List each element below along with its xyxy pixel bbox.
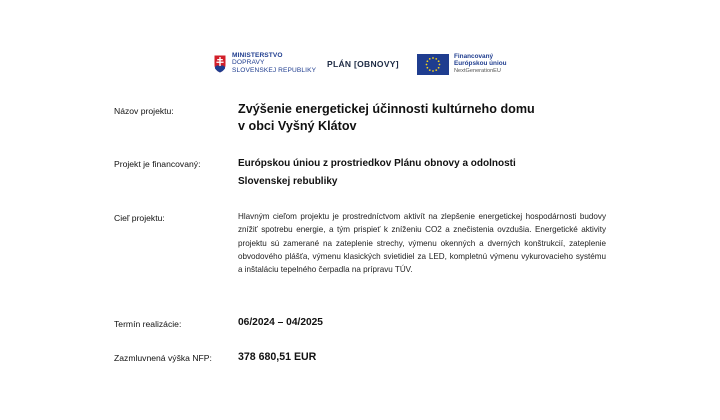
term-label: Termín realizácie: <box>114 319 182 329</box>
ministry-line-3: SLOVENSKEJ REPUBLIKY <box>232 66 317 74</box>
eu-flag-icon <box>417 54 449 75</box>
project-name-line-2: v obci Vyšný Klátov <box>238 119 357 133</box>
project-name-label: Názov projektu: <box>114 106 174 116</box>
slovak-coat-of-arms-icon <box>213 54 227 74</box>
ministry-line-1: MINISTERSTVO <box>232 52 283 59</box>
ministry-line-2: DOPRAVY <box>232 59 265 67</box>
project-goal-text: Hlavným cieľom projektu je prostredníctvom aktivít na zlepšenie energetickej hospodárnosti budovy znížiť spotrebu energie, a tým prispieť k zníženiu CO2 a znečistenia ovzdušia. Energetické aktivity projektu sú zamerané na zateplenie strechy, výmenu okenných a dverných konštrukcií, zateplenie obvodového plášťa, výmenu klasických svietidiel za LED, kompletnú výmenu vykurovacieho systému a inštaláciu tepelného čerpadla na prípravu TÚV. <box>238 212 606 275</box>
financing-label: Projekt je financovaný: <box>114 159 201 169</box>
financing-line-1: Európskou úniou z prostriedkov Plánu obnovy a odolnosti <box>238 158 516 169</box>
eu-funding-logo <box>417 53 507 75</box>
eu-line-1: Financovaný <box>454 53 494 60</box>
logo-bar <box>0 48 720 88</box>
ministry-logo <box>213 52 316 74</box>
eu-line-2: Európskou úniou <box>454 60 507 68</box>
term-value: 06/2024 – 04/2025 <box>238 317 323 328</box>
project-name-line-1: Zvýšenie energetickej účinnosti kultúrneho domu <box>238 102 535 116</box>
eu-line-3: NextGenerationEU <box>454 67 501 74</box>
project-name-value <box>238 101 618 135</box>
plan-obnovy-logo: PLÁN [OBNOVY] <box>327 59 399 69</box>
amount-label: Zazmluvnená výška NFP: <box>114 353 212 363</box>
financing-value <box>238 155 618 191</box>
financing-line-2: Slovenskej rebubliky <box>238 176 338 187</box>
project-goal-label: Cieľ projektu: <box>114 213 165 223</box>
amount-value: 378 680,51 EUR <box>238 351 317 363</box>
